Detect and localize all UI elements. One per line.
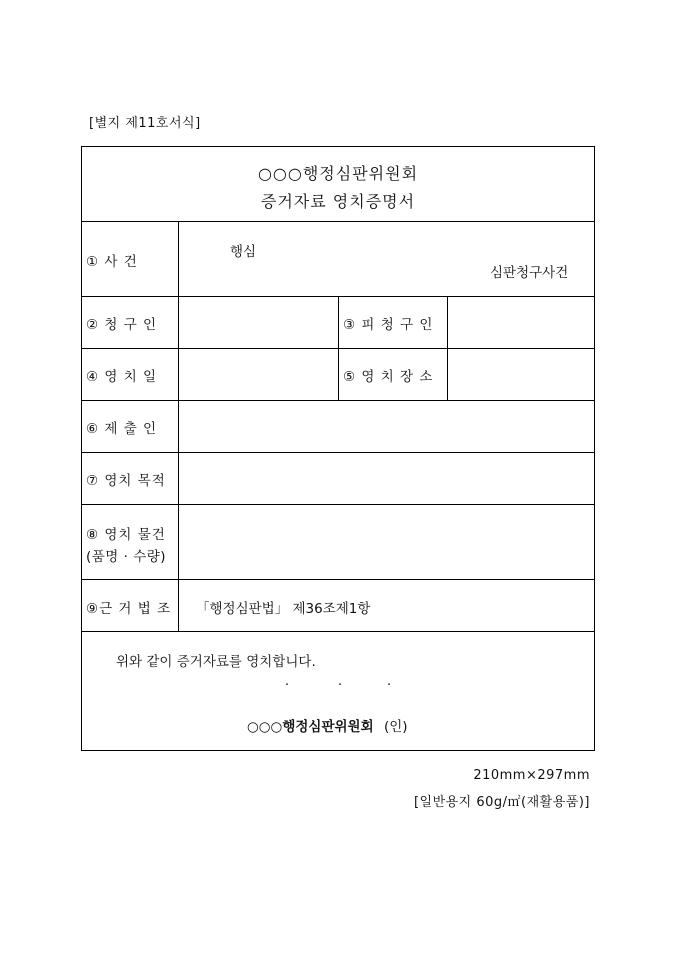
respondent-label: ③ 피 청 구 인: [343, 317, 434, 333]
document-title: 증거자료 영치증명서: [260, 192, 416, 211]
row-divider: [82, 504, 594, 505]
date-dot: .: [387, 674, 392, 689]
claimant-label: ② 청 구 인: [86, 317, 158, 333]
paper-spec: [일반용지 60g/㎡(재활용품)]: [413, 795, 590, 810]
case-suffix: 심판청구사건: [490, 265, 569, 281]
seizure-place-label: ⑤ 영 치 장 소: [343, 369, 434, 385]
date-dot: .: [285, 674, 290, 689]
form-number-label: [별지 제11호서식]: [89, 116, 201, 131]
row-divider: [82, 579, 594, 580]
row-divider: [82, 400, 594, 401]
signatory-name: ○○○행정심판위원회: [247, 719, 374, 735]
column-divider: [447, 296, 448, 400]
legal-basis-label: ⑨근 거 법 조: [86, 601, 172, 617]
statement-text: 위와 같이 증거자료를 영치합니다.: [116, 654, 316, 670]
committee-name: ○○○행정심판위원회: [257, 164, 419, 183]
column-divider: [338, 296, 339, 400]
row-divider: [82, 631, 594, 632]
certificate-form-table: [81, 146, 595, 751]
items-sublabel: (품명 · 수량): [86, 549, 167, 565]
column-divider: [178, 221, 179, 631]
items-label: ⑧ 영치 물건: [86, 527, 166, 543]
case-label: ① 사 건: [86, 254, 138, 270]
case-prefix: 행심: [230, 244, 257, 260]
row-divider: [82, 452, 594, 453]
date-dot: .: [338, 674, 343, 689]
legal-basis-value: 「행정심판법」 제36조제1항: [196, 601, 371, 617]
row-divider: [82, 221, 594, 222]
purpose-label: ⑦ 영치 목적: [86, 473, 166, 489]
submitter-label: ⑥ 제 출 인: [86, 421, 158, 437]
paper-size: 210mm×297mm: [473, 768, 590, 783]
seizure-date-label: ④ 영 치 일: [86, 369, 158, 385]
seal-mark: (인): [383, 719, 408, 735]
